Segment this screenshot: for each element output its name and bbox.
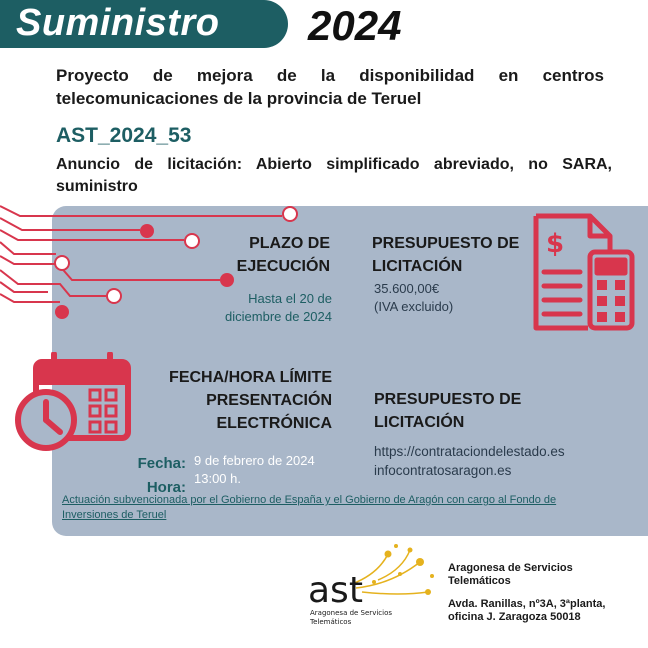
presupuesto-value [374, 280, 453, 316]
time-label: Hora: [146, 479, 186, 496]
deadline-values [194, 452, 315, 488]
plazo-value-line2: diciembre de 2024 [225, 309, 332, 324]
funding-note[interactable]: Actuación subvencionada por el Gobierno de España y el Gobierno de Aragón con cargo al Fondo de Inversiones de Teruel [62, 494, 557, 521]
organization-address [448, 598, 605, 624]
presupuesto-heading-line1: PRESUPUESTO DE [372, 235, 520, 252]
reference-code: AST_2024_53 [56, 124, 192, 147]
ast-logo [300, 540, 440, 630]
plazo-value [190, 290, 332, 326]
contact-heading [374, 388, 521, 434]
deadline-heading [150, 366, 332, 435]
year-title: 2024 [308, 2, 402, 49]
date-value: 9 de febrero de 2024 [194, 453, 315, 468]
presupuesto-heading [372, 232, 519, 278]
logo-subline1: Aragonesa de Servicios [310, 609, 393, 617]
calendar-clock-icon [10, 352, 136, 452]
time-value: 13:00 h. [194, 471, 241, 486]
plazo-value-line1: Hasta el 20 de [248, 291, 332, 306]
plazo-heading-line1: PLAZO DE [249, 235, 330, 252]
plazo-heading [226, 232, 330, 278]
contact-heading-line1: PRESUPUESTO DE [374, 391, 522, 408]
title-banner [0, 0, 288, 48]
svg-text:$: $ [546, 229, 565, 259]
contact-links [374, 442, 565, 480]
logo-subline2: Telemáticos [310, 618, 352, 626]
announcement-text: Anuncio de licitación: Abierto simplificado abreviado, no SARA, suministro [56, 156, 612, 195]
calculator-invoice-icon [528, 212, 638, 332]
presupuesto-amount: 35.600,00€ [374, 281, 440, 296]
presupuesto-heading-line2: LICITACIÓN [372, 258, 463, 275]
project-title: Proyecto de mejora de la disponibilidad en centros telecomunicaciones de la provincia de Teruel [56, 66, 604, 108]
logo-wordmark: ast [308, 570, 363, 611]
organization-name [448, 562, 573, 588]
deadline-heading-line2: PRESENTACIÓN [206, 392, 332, 409]
contact-heading-line2: LICITACIÓN [374, 414, 465, 431]
deadline-heading-line1: FECHA/HORA LÍMITE [169, 369, 332, 386]
org-address-line1: Avda. Ranillas, nº3A, 3ªplanta, [448, 598, 606, 610]
contract-url-link[interactable]: https://contrataciondelestado.es [374, 444, 565, 459]
banner-title: Suministro [16, 2, 220, 44]
deadline-heading-line3: ELECTRÓNICA [216, 415, 332, 432]
org-name-line2: Telemáticos [448, 575, 511, 587]
contract-email-link[interactable]: infocontratosaragon.es [374, 463, 512, 478]
org-name-line1: Aragonesa de Servicios [448, 562, 573, 574]
org-address-line2: oficina J. Zaragoza 50018 [448, 611, 581, 623]
date-label: Fecha: [137, 455, 186, 472]
plazo-heading-line2: EJECUCIÓN [236, 258, 330, 275]
presupuesto-tax-note: (IVA excluido) [374, 299, 454, 314]
